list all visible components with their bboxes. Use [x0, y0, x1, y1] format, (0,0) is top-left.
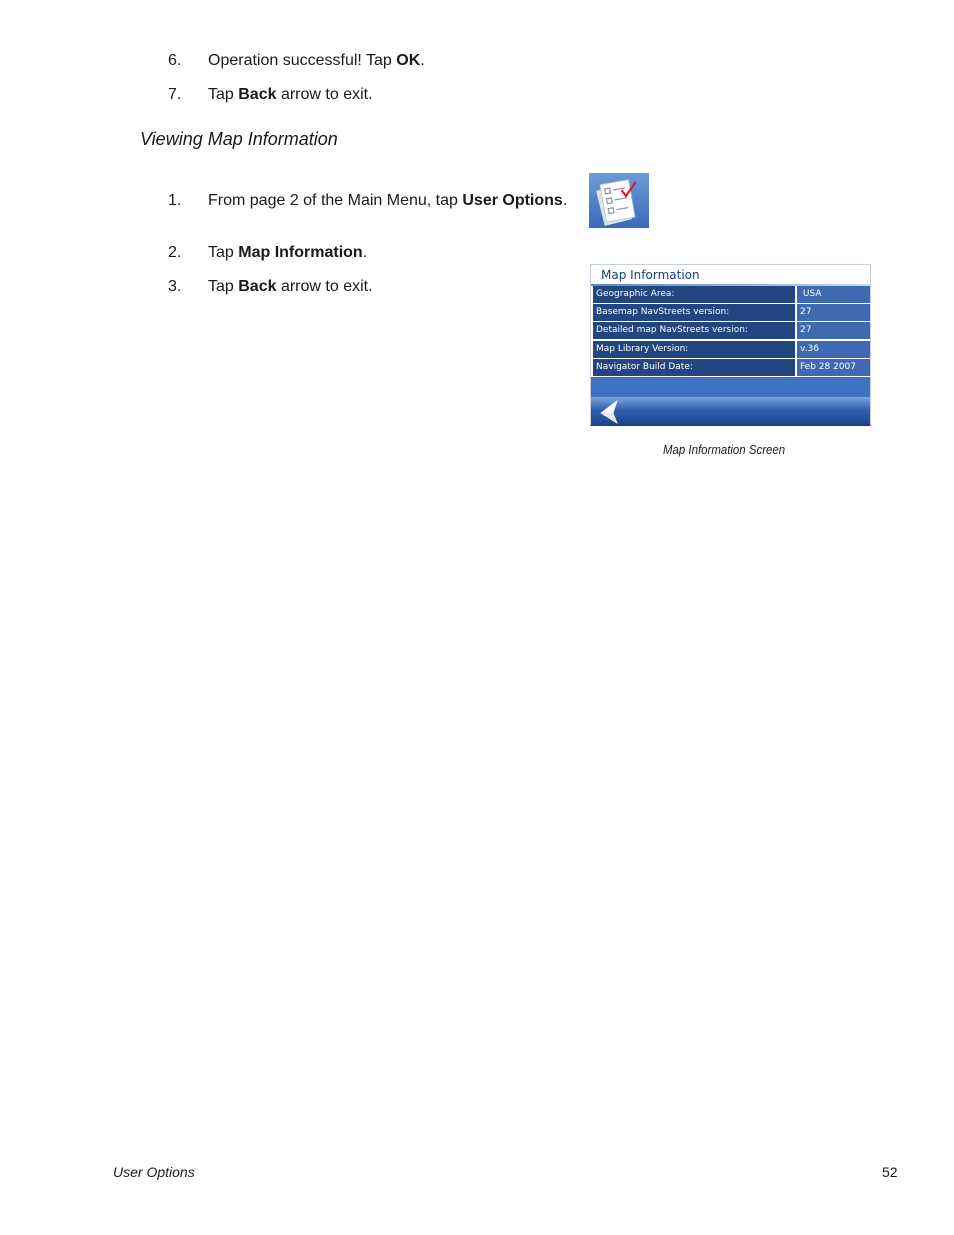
row-label: Detailed map NavStreets version:	[593, 322, 795, 339]
table-row	[593, 322, 870, 340]
figure-caption: Map Information Screen	[663, 442, 786, 457]
map-information-screen	[590, 264, 871, 426]
row-value: 27	[797, 322, 870, 339]
row-value: 27	[797, 304, 870, 321]
step-number: 6.	[168, 52, 182, 69]
screen-footer-bar	[591, 397, 870, 426]
page-number: 52	[882, 1164, 898, 1180]
row-label: Navigator Build Date:	[593, 359, 795, 376]
row-value: Feb 28 2007	[797, 359, 870, 376]
row-label: Geographic Area:	[593, 286, 795, 303]
section-heading: Viewing Map Information	[140, 129, 338, 149]
step-text: Tap Map Information.	[208, 244, 368, 261]
row-value: v.36	[797, 341, 870, 358]
screen-title: Map Information	[601, 268, 700, 282]
table-row	[593, 341, 870, 359]
step-number: 7.	[168, 86, 182, 103]
table-row	[593, 304, 870, 322]
step-number: 1.	[168, 192, 182, 209]
table-row	[593, 359, 870, 377]
step-text: Tap Back arrow to exit.	[208, 278, 373, 295]
step-number: 2.	[168, 244, 182, 261]
step-text: From page 2 of the Main Menu, tap User Options.	[208, 192, 568, 209]
checklist-icon	[589, 173, 649, 228]
table-row	[593, 286, 870, 304]
footer-section-name: User Options	[113, 1164, 195, 1180]
row-label: Basemap NavStreets version:	[593, 304, 795, 321]
row-label: Map Library Version:	[593, 341, 795, 358]
step-text: Operation successful! Tap OK.	[208, 52, 425, 69]
step-number: 3.	[168, 278, 182, 295]
row-value: USA	[797, 286, 870, 303]
back-arrow-icon	[597, 400, 623, 424]
empty-band	[591, 377, 870, 397]
back-button[interactable]	[597, 400, 623, 424]
step-text: Tap Back arrow to exit.	[208, 86, 373, 103]
